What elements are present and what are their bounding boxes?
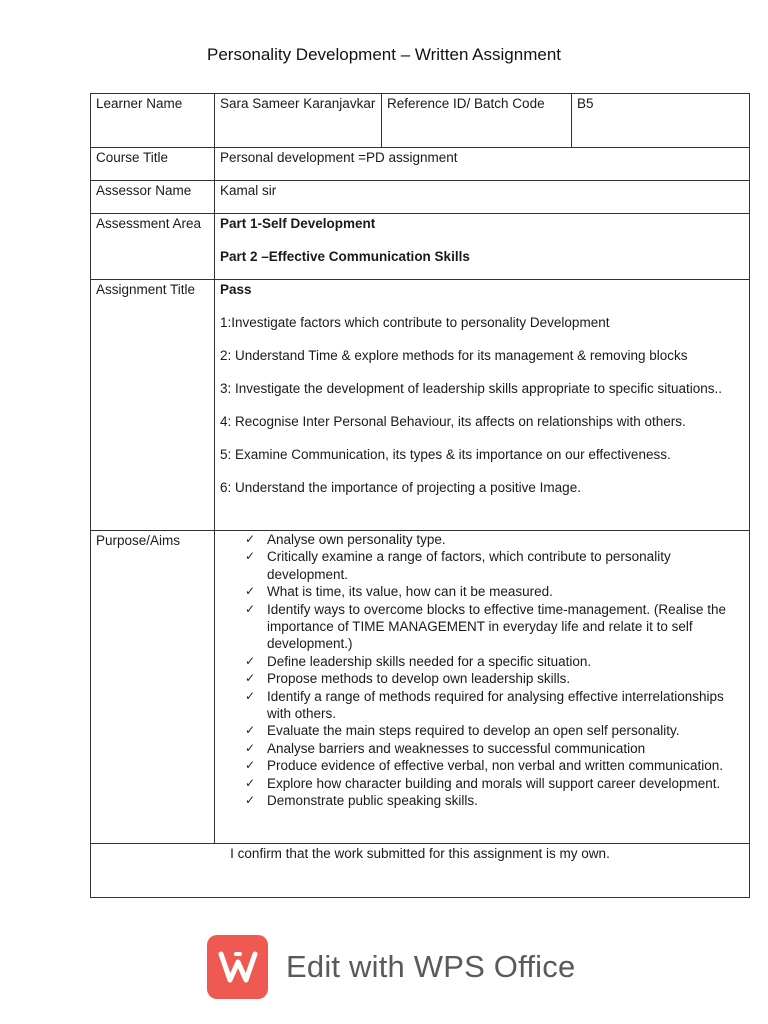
course-title-value: Personal development =PD assignment [215, 148, 750, 181]
checkmark-icon: ✓ [245, 775, 256, 790]
checkmark-icon: ✓ [245, 653, 256, 668]
wps-edit-banner[interactable] [207, 935, 575, 999]
course-title-label: Course Title [91, 148, 215, 181]
assessor-value: Kamal sir [215, 181, 750, 214]
checkmark-icon: ✓ [245, 584, 256, 599]
list-item: ✓ Analyse barriers and weaknesses to successful communication [245, 740, 646, 756]
wps-logo-icon [207, 935, 268, 999]
list-item: ✓ Identify ways to overcome blocks to effective time-management. (Realise the importance of TIME MANAGEMENT in everyday life and relate it to self development.) [245, 601, 726, 652]
page-title: Personality Development – Written Assignment [206, 45, 562, 64]
assignment-item: 6: Understand the importance of projecting a positive Image. [220, 480, 581, 495]
confirmation-row [91, 844, 750, 898]
list-item: ✓ Explore how character building and morals will support career development. [245, 775, 721, 791]
list-item: ✓ Identify a range of methods required for analysing effective interrelationships with others. [245, 688, 724, 722]
list-item: ✓ Critically examine a range of factors, which contribute to personality development. [245, 549, 671, 582]
list-item: ✓ Produce evidence of effective verbal, non verbal and written communication. [245, 758, 724, 774]
list-item: ✓ Analyse own personality type. [245, 532, 446, 547]
assignment-title-label: Assignment Title [91, 280, 215, 531]
confirmation-text: I confirm that the work submitted for this assignment is my own. [91, 844, 750, 898]
checkmark-icon: ✓ [245, 740, 256, 755]
purpose-list [220, 531, 744, 810]
assessment-area-part-1: Part 1-Self Development [220, 216, 376, 231]
checkmark-icon: ✓ [245, 671, 256, 686]
assessment-area-part-2: Part 2 –Effective Communication Skills [220, 249, 470, 264]
learner-name-label: Learner Name [91, 94, 215, 148]
learner-name-value: Sara Sameer Karanjavkar [215, 94, 382, 148]
list-item: ✓ Define leadership skills needed for a specific situation. [245, 653, 592, 669]
checkmark-icon: ✓ [245, 549, 256, 564]
reference-label: Reference ID/ Batch Code [382, 94, 572, 148]
assessor-row [91, 181, 750, 214]
assignment-item: 2: Understand Time & explore methods for its management & removing blocks [220, 348, 688, 363]
assignment-item: 5: Examine Communication, its types & its importance on our effectiveness. [220, 447, 671, 462]
checkmark-icon: ✓ [245, 688, 256, 703]
assessor-label: Assessor Name [91, 181, 215, 214]
assignment-item: 4: Recognise Inter Personal Behaviour, its affects on relationships with others. [220, 414, 686, 429]
purpose-label: Purpose/Aims [91, 531, 215, 844]
assessment-area-label: Assessment Area [91, 214, 215, 280]
list-item: ✓ Demonstrate public speaking skills. [245, 793, 478, 809]
purpose-row [91, 531, 750, 844]
checkmark-icon: ✓ [245, 758, 256, 773]
list-item: ✓ Evaluate the main steps required to develop an open self personality. [245, 723, 680, 739]
course-row [91, 148, 750, 181]
checkmark-icon: ✓ [245, 601, 256, 616]
assignment-item: 1:Investigate factors which contribute to personality Development [220, 315, 610, 330]
learner-row [91, 94, 750, 148]
list-item: ✓ What is time, its value, how can it be measured. [245, 584, 553, 600]
assignment-form-table [90, 93, 750, 898]
wps-edit-label[interactable]: Edit with WPS Office [286, 949, 576, 984]
checkmark-icon: ✓ [245, 793, 256, 808]
assessment-area-row [91, 214, 750, 280]
assignment-pass-heading: Pass [220, 282, 252, 297]
reference-value: B5 [572, 94, 750, 148]
checkmark-icon: ✓ [245, 723, 256, 738]
assignment-item: 3: Investigate the development of leadership skills appropriate to specific situations.. [220, 381, 723, 396]
assignment-title-row [91, 280, 750, 531]
checkmark-icon: ✓ [245, 532, 256, 546]
list-item: ✓ Propose methods to develop own leadership skills. [245, 671, 571, 687]
